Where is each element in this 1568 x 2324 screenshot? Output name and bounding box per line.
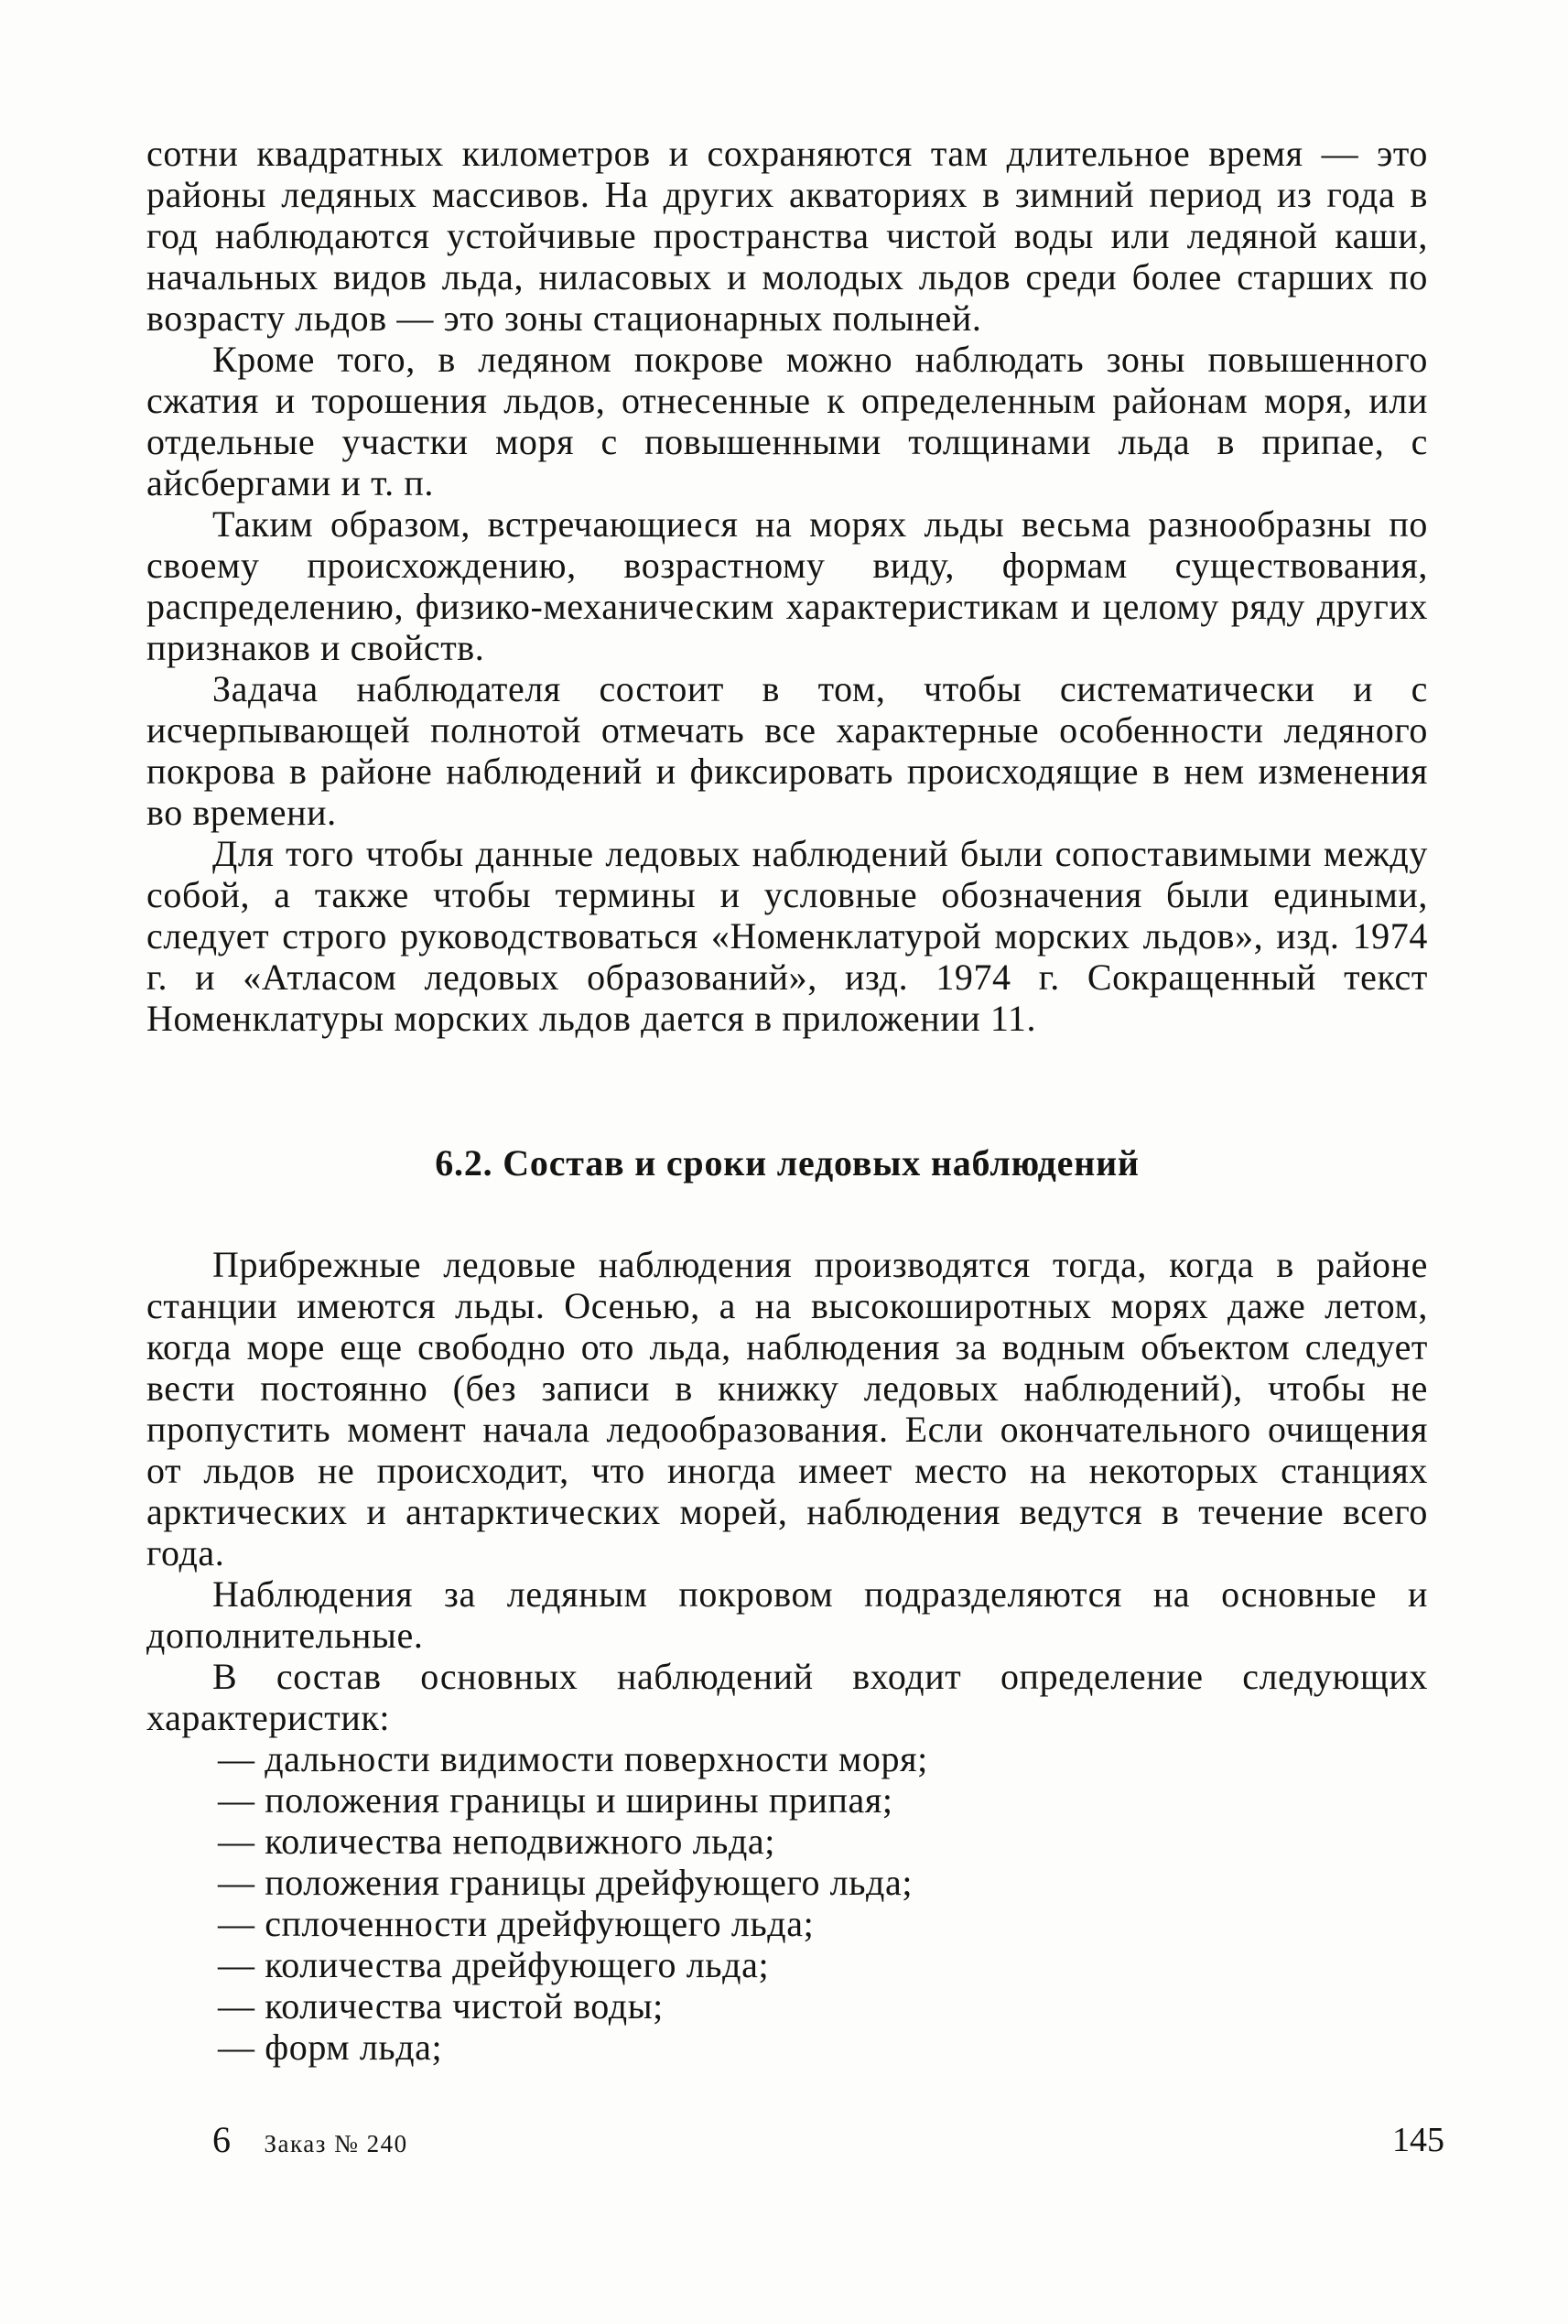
signature-order: Заказ № 240 xyxy=(264,2130,408,2157)
characteristics-list xyxy=(146,1738,1428,2068)
list-item: — положения границы и ширины припая; xyxy=(218,1779,893,1821)
list-item: — дальности видимости поверхности моря; xyxy=(218,1738,928,1779)
page-number: 145 xyxy=(1392,2121,1444,2159)
paragraph-main-observations: В состав основных наблюдений входит определение следующих характеристик: xyxy=(146,1656,1428,1738)
paragraph-nomenclature: Для того чтобы данные ледовых наблюдений были сопоставимыми между собой, а также чтобы термины и условные обозначения были едиными, следует строго руководствоваться «Номенклатурой морских льдов», изд. 1974 г. и «Атласом ледовых образований», изд. 1974 г. Сокращенный текст Номенклатуры морских льдов дается в приложении 11. xyxy=(146,833,1428,1039)
page-footer xyxy=(212,2119,1444,2167)
paragraph-observer-task: Задача наблюдателя состоит в том, чтобы систематически и с исчерпывающей полнотой отмечать все характерные особенности ледяного покрова в районе наблюдений и фиксировать происходящие в нем изменения во времени. xyxy=(146,668,1428,833)
paragraph-coastal-observations: Прибрежные ледовые наблюдения производятся тогда, когда в районе станции имеются льды. Осенью, а на высокоширотных морях даже летом, когда море еще свободно ото льда, наблюдения за водным объектом следует вести постоянно (без записи в книжку ледовых наблюдений), чтобы не пропустить момент начала ледообразования. Если окончательного очищения от льдов не происходит, что иногда имеет место на некоторых станциях арктических и антарктических морей, наблюдения ведутся в течение всего года. xyxy=(146,1244,1428,1573)
list-item: — сплоченности дрейфующего льда; xyxy=(218,1903,815,1944)
printer-signature xyxy=(212,2119,408,2162)
list-item: — форм льда; xyxy=(218,2027,443,2068)
paragraph-continued: сотни квадратных километров и сохраняются там длительное время — это районы ледяных массивов. На других акваториях в зимний период из года в год наблюдаются устойчивые пространства чистой воды или ледяной каши, начальных видов льда, ниласовых и молодых льдов среди более старших по возрасту льдов — это зоны стационарных полыней. xyxy=(146,133,1428,339)
paragraph-ice-variety: Таким образом, встречающиеся на морях льды весьма разнообразны по своему происхождению, возрастному виду, формам существования, распределению, физико-механическим характеристикам и целому ряду других признаков и свойств. xyxy=(146,503,1428,668)
signature-number: 6 xyxy=(212,2119,231,2160)
paragraph-pressure-zones: Кроме того, в ледяном покрове можно наблюдать зоны повышенного сжатия и торошения льдов, отнесенные к определенным районам моря, или отдельные участки моря с повышенными толщинами льда в припае, с айсбергами и т. п. xyxy=(146,339,1428,503)
list-item: — положения границы дрейфующего льда; xyxy=(218,1862,914,1903)
section-heading: 6.2. Состав и сроки ледовых наблюдений xyxy=(435,1142,1140,1184)
list-item: — количества неподвижного льда; xyxy=(218,1821,775,1862)
list-item: — количества дрейфующего льда; xyxy=(218,1944,770,1985)
list-item: — количества чистой воды; xyxy=(218,1985,664,2027)
paragraph-observation-types: Наблюдения за ледяным покровом подразделяются на основные и дополнительные. xyxy=(146,1573,1428,1656)
page-content xyxy=(146,133,1428,2068)
